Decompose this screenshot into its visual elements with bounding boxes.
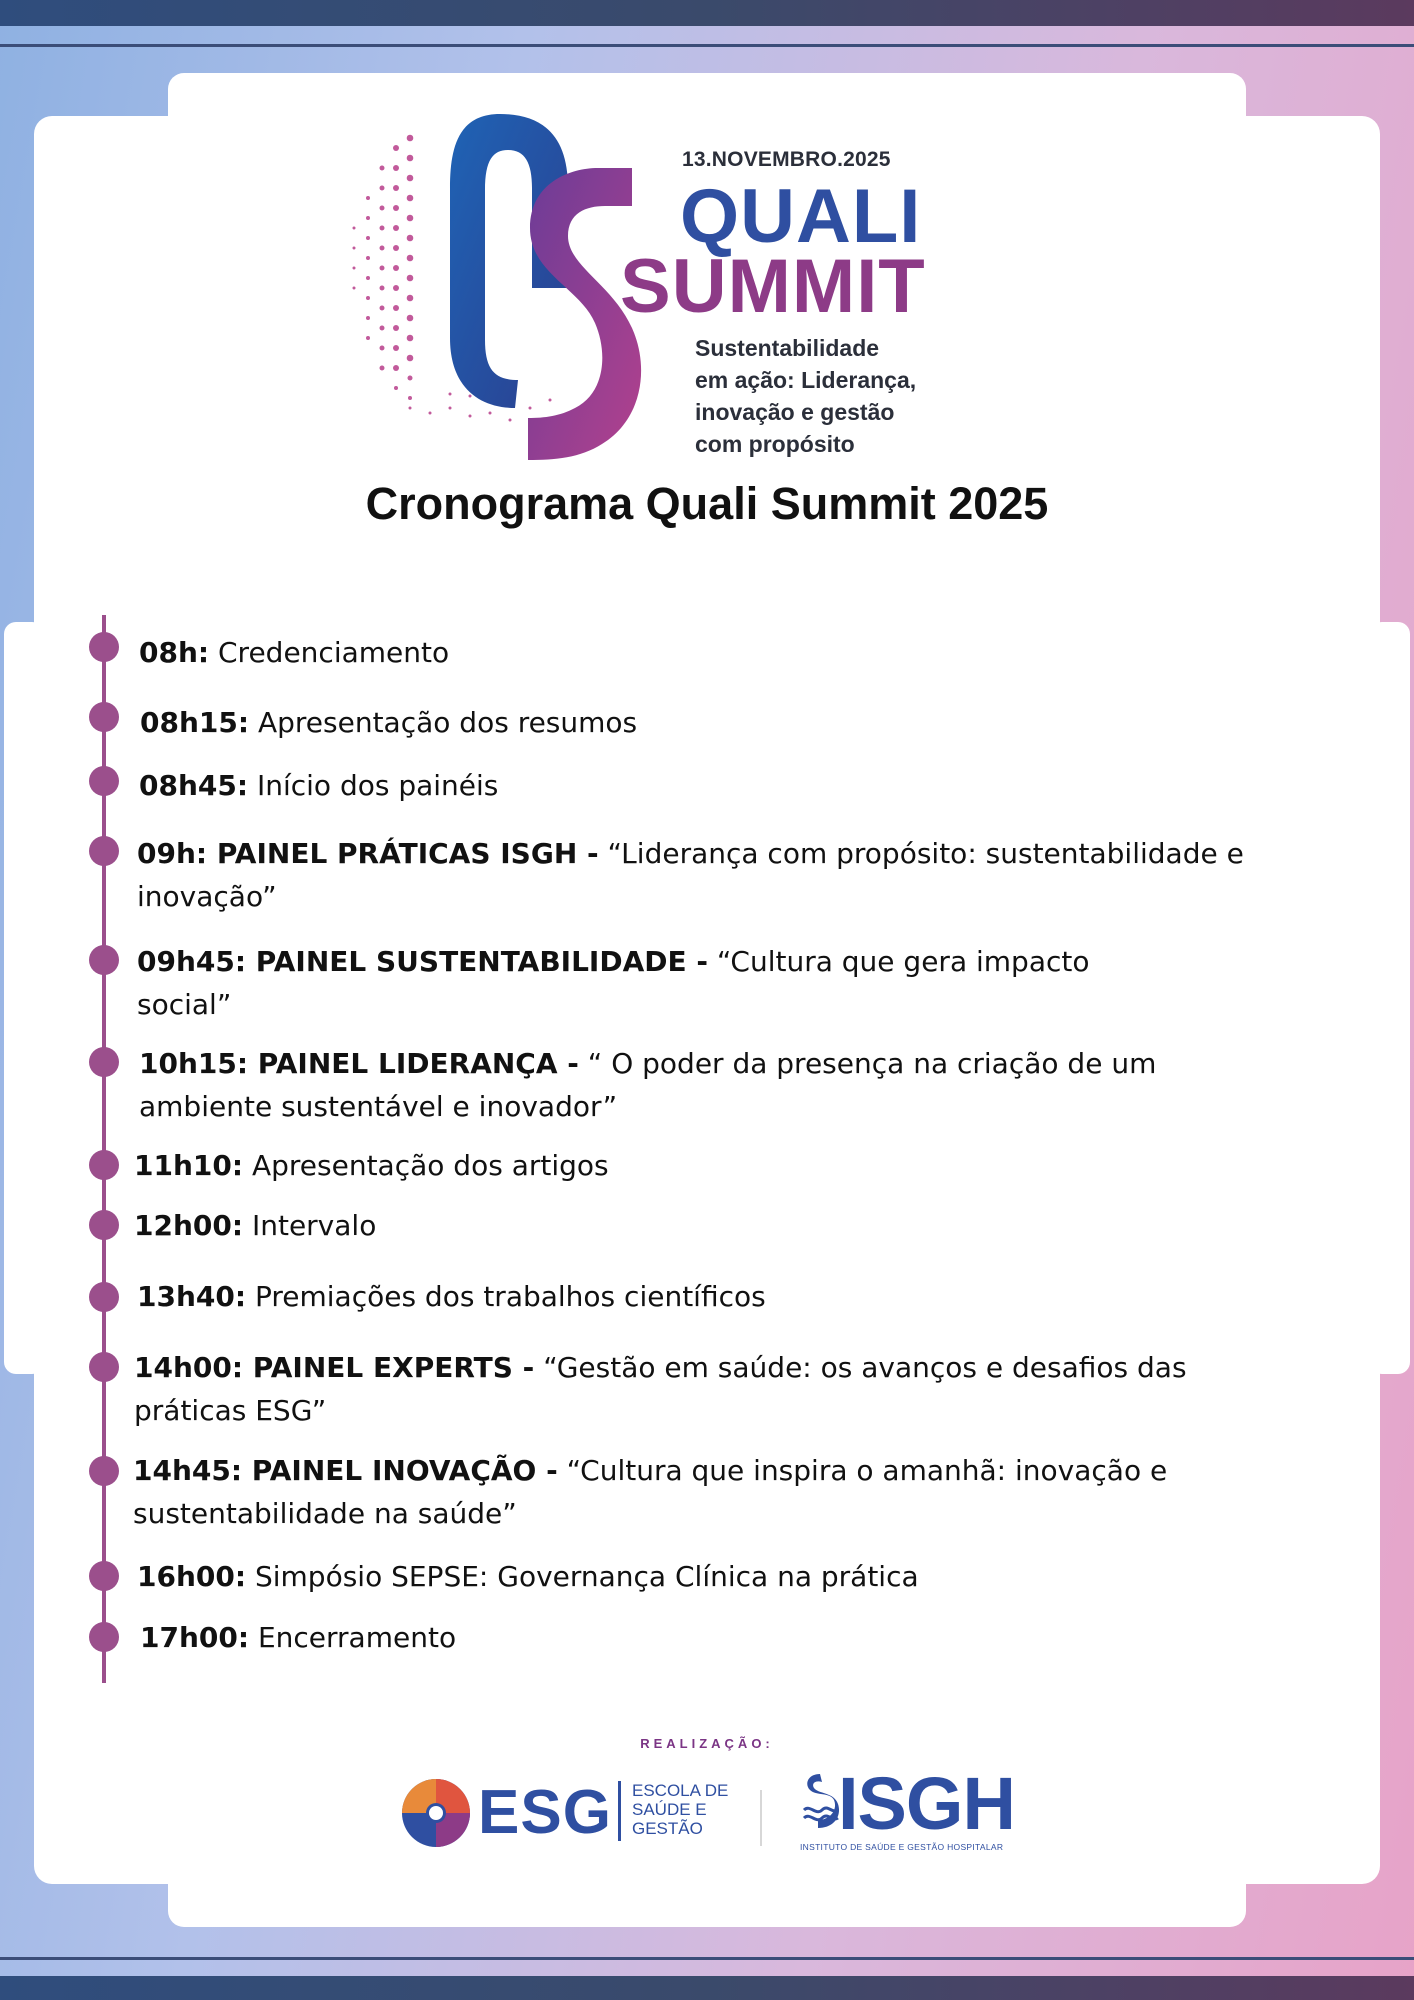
- schedule-time: 16h00:: [137, 1560, 247, 1593]
- schedule-item: [137, 1275, 1317, 1318]
- schedule-desc: Premiações dos trabalhos científicos: [246, 1280, 766, 1313]
- isgh-wordmark: ISGH: [838, 1762, 1015, 1845]
- schedule-item: [137, 1555, 1317, 1598]
- isgh-wave-icon: [800, 1770, 840, 1840]
- timeline-dot: [89, 1282, 119, 1312]
- tagline-line: Sustentabilidade: [695, 335, 880, 361]
- footer-divider: [760, 1790, 762, 1846]
- isgh-subtitle: INSTITUTO DE SAÚDE E GESTÃO HOSPITALAR: [800, 1842, 1004, 1852]
- esg-swirl-icon: [400, 1777, 472, 1849]
- schedule-time: 08h:: [139, 636, 210, 669]
- tagline-line: com propósito: [695, 431, 855, 457]
- timeline-dot: [89, 1352, 119, 1382]
- schedule-desc: Intervalo: [243, 1209, 377, 1242]
- qs-monogram-icon: [350, 108, 650, 468]
- timeline-dot: [89, 1561, 119, 1591]
- tagline-line: em ação: Liderança,: [695, 367, 917, 393]
- bottom-border-bar: [0, 1976, 1414, 2000]
- schedule-desc: Encerramento: [249, 1621, 457, 1654]
- card-right-notch: [1370, 622, 1410, 1374]
- schedule-time: 08h15:: [140, 706, 250, 739]
- esg-subtitle: [632, 1781, 728, 1838]
- brand-name-quali: QUALI: [680, 174, 922, 259]
- timeline-dot: [89, 1456, 119, 1486]
- timeline-dot: [89, 1047, 119, 1077]
- schedule-item: [134, 1204, 1314, 1247]
- timeline-dot: [89, 632, 119, 662]
- schedule-time: 13h40:: [137, 1280, 247, 1313]
- brand-name-summit: SUMMIT: [620, 244, 926, 329]
- schedule-item: [139, 631, 1319, 674]
- realizacao-label: REALIZAÇÃO:: [640, 1736, 774, 1751]
- esg-wordmark: ESG: [478, 1778, 612, 1847]
- schedule-desc: Apresentação dos resumos: [249, 706, 638, 739]
- timeline-dot: [89, 702, 119, 732]
- schedule-desc: “Cultura que inspira o amanhã: inovação e sustentabilidade na saúde”: [133, 1454, 1168, 1530]
- tagline-line: inovação e gestão: [695, 399, 895, 425]
- esg-subtitle-line: GESTÃO: [632, 1819, 703, 1838]
- page-title: Cronograma Quali Summit 2025: [365, 478, 1049, 529]
- schedule-time: 08h45:: [139, 769, 249, 802]
- esg-subtitle-line: ESCOLA DE: [632, 1781, 729, 1800]
- schedule-desc: Credenciamento: [209, 636, 450, 669]
- event-date: 13.NOVEMBRO.2025: [682, 148, 891, 171]
- timeline-dot: [89, 836, 119, 866]
- schedule-desc: Apresentação dos artigos: [243, 1149, 609, 1182]
- esg-subtitle-line: SAÚDE E: [632, 1800, 707, 1819]
- schedule-item: [137, 940, 1137, 1026]
- schedule-item: [140, 701, 1320, 744]
- schedule-time: 11h10:: [134, 1149, 244, 1182]
- schedule-time: 10h15: PAINEL LIDERANÇA -: [139, 1047, 579, 1080]
- top-border-line: [0, 44, 1414, 47]
- timeline-dot: [89, 1150, 119, 1180]
- isgh-logo: [800, 1762, 1020, 1858]
- schedule-item: [133, 1449, 1263, 1535]
- schedule-item: [139, 764, 1319, 807]
- schedule-item: [134, 1144, 1314, 1187]
- schedule-desc: Início dos painéis: [248, 769, 499, 802]
- schedule-item: [140, 1616, 1320, 1659]
- card-left-notch: [4, 622, 44, 1374]
- schedule-desc: “ O poder da presença na criação de um ambiente sustentável e inovador”: [139, 1047, 1157, 1123]
- esg-logo: [400, 1775, 730, 1851]
- timeline-dot: [89, 1622, 119, 1652]
- top-border-bar: [0, 0, 1414, 26]
- esg-divider: [618, 1781, 621, 1841]
- schedule-desc: “Liderança com propósito: sustentabilidade e inovação”: [137, 837, 1244, 913]
- bottom-border-line: [0, 1957, 1414, 1960]
- schedule-desc: “Gestão em saúde: os avanços e desafios das práticas ESG”: [134, 1351, 1187, 1427]
- schedule-item: [137, 832, 1317, 918]
- timeline-dot: [89, 945, 119, 975]
- schedule-desc: Simpósio SEPSE: Governança Clínica na prática: [246, 1560, 919, 1593]
- schedule-time: 17h00:: [140, 1621, 250, 1654]
- schedule-time: 12h00:: [134, 1209, 244, 1242]
- schedule-time: 09h: PAINEL PRÁTICAS ISGH -: [137, 837, 599, 870]
- schedule-time: 14h00: PAINEL EXPERTS -: [134, 1351, 535, 1384]
- schedule-time: 09h45: PAINEL SUSTENTABILIDADE -: [137, 945, 708, 978]
- event-logo: [350, 108, 970, 468]
- schedule-item: [139, 1042, 1219, 1128]
- schedule-desc: “Cultura que gera impacto social”: [137, 945, 1090, 1021]
- schedule-time: 14h45: PAINEL INOVAÇÃO -: [133, 1454, 558, 1487]
- timeline-dot: [89, 766, 119, 796]
- event-tagline: [695, 332, 985, 460]
- timeline-dot: [89, 1210, 119, 1240]
- schedule-item: [134, 1346, 1254, 1432]
